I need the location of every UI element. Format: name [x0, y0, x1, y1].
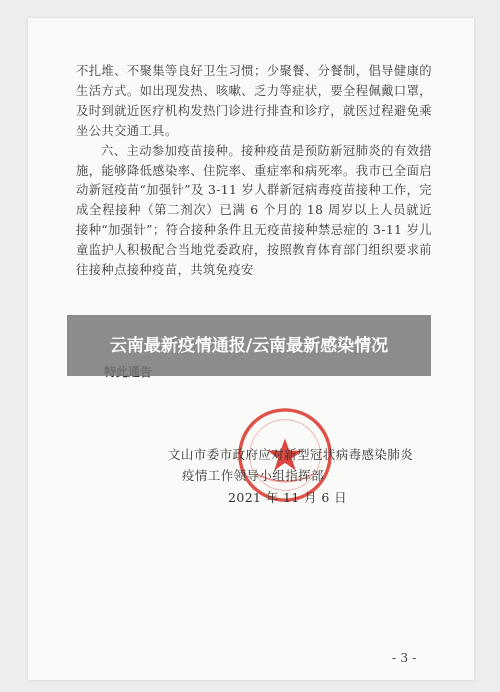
paragraph-hygiene: 不扎堆、不聚集等良好卫生习惯；少聚餐、分餐制，倡导健康的生活方式。如出现发热、咳嗽、乏力等症状，要全程佩戴口罩，及时到就近医疗机构发热门诊进行排查和诊疗，就医过程避免乘坐公共交通工具。: [76, 64, 432, 138]
page-number: - 3 -: [392, 650, 417, 665]
signer-line-1: 文山市委市政府应对新型冠状病毒感染肺炎: [168, 447, 414, 462]
article-title-banner: [67, 315, 431, 376]
document-body: [76, 62, 432, 281]
paragraph-vaccination: 六、主动参加疫苗接种。接种疫苗是预防新冠肺炎的有效措施，能够降低感染率、住院率、重症率和病死率。我市已全面启动新冠疫苗“加强针”及 3-11 岁人群新冠病毒疫苗接种工作，完成全程接种（第二剂次）已满 6 个月的 18 周岁以上人员就近接种“加强针”；符合接种条件且无疫苗接种禁忌症的 3-11 岁儿童监护人积极配合当地党委政府，按照教育体育部门组织要求前往接种点接种疫苗，共筑免疫安: [76, 143, 432, 278]
signer-line-2: 疫情工作领导小组指挥部: [182, 468, 324, 483]
article-title: 云南最新疫情通报/云南最新感染情况: [109, 335, 389, 356]
document-date: 2021 年 11 月 6 日: [228, 490, 348, 505]
